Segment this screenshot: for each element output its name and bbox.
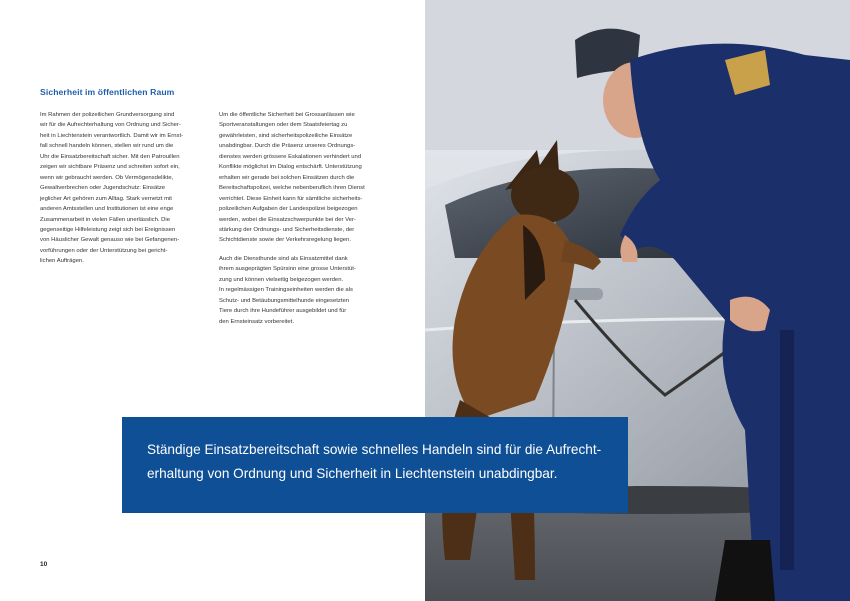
pull-quote — [147, 438, 617, 486]
text-line: dienstes werden grössere Eskalationen verhindert und — [219, 153, 362, 160]
column1-paragraph — [40, 110, 210, 267]
text-line: Schichtdienste sowie der Verkehrsregelung liegen. — [219, 237, 351, 244]
text-line: Uhr die Einsatzbereitschaft sicher. Mit den Patrouillen — [40, 153, 180, 160]
quote-box — [122, 417, 628, 513]
quote-line: Ständige Einsatzbereitschaft sowie schnelles Handeln sind für die Aufrecht- — [147, 442, 602, 457]
text-line: wenn wir gebraucht werden. Ob Vermögensdelikte, — [40, 174, 174, 181]
text-line: Schutz- und Betäubungsmittelhunde eingesetzten — [219, 297, 350, 304]
door-handle — [565, 288, 603, 300]
text-line: erhalten wir gerade bei solchen Einsätzen durch die — [219, 174, 355, 181]
text-line: werden, wobei die Einsatzschwerpunkte bei der Ver- — [219, 216, 356, 223]
text-line: anderen Amtsstellen und Institutionen ist eine enge — [40, 206, 174, 213]
column2-paragraph-1 — [219, 110, 389, 246]
text-line: Konflikte möglichst im Dialog entschärft. Unterstützung — [219, 164, 362, 171]
text-line: fall schnell handeln können, stellen wir rund um die — [40, 143, 174, 150]
text-line: Sportveranstaltungen oder dem Staatsfeiertag zu — [219, 122, 348, 129]
text-line: jeglicher Art gehören zum Alltag. Stark vernetzt mit — [40, 195, 172, 202]
text-line: Bereitschaftspolizei, welche nebenberuflich ihren Dienst — [219, 185, 365, 192]
section-heading: Sicherheit im öffentlichen Raum — [40, 87, 175, 97]
text-line: gewährleisten, sind sicherheitspolizeiliche Einsätze — [219, 132, 353, 139]
text-column-2 — [219, 110, 389, 335]
text-line: Um die öffentliche Sicherheit bei Grossanlässen wie — [219, 112, 355, 118]
text-line: vorführungen oder der Unterstützung bei gericht- — [40, 247, 168, 254]
text-line: zung und können vielseitig beigezogen werden. — [219, 276, 344, 283]
text-line: wir für die Aufrechterhaltung von Ordnung und Sicher- — [40, 122, 181, 129]
text-line: In regelmässigen Trainingseinheiten werden die als — [219, 287, 353, 294]
text-line: gegenseitige Hilfeleistung zeigt sich bei Ereignissen — [40, 226, 176, 233]
text-line: lichen Aufträgen. — [40, 258, 84, 265]
text-line: verrichtet. Diese Einheit kann für sämtliche sicherheits- — [219, 195, 363, 202]
text-line: den Ernsteinsatz vorbereitet. — [219, 318, 294, 325]
page-number: 10 — [40, 561, 48, 568]
text-line: polizeilichen Aufgaben der Landespolizei beigezogen — [219, 206, 358, 213]
column2-paragraph-2 — [219, 254, 389, 327]
text-line: von Häuslicher Gewalt genauso wie bei Gefangenen- — [40, 237, 180, 244]
text-line: Im Rahmen der polizeilichen Grundversorgung sind — [40, 112, 175, 118]
text-column-1 — [40, 110, 210, 275]
text-line: unabdingbar. Durch die Präsenz unseres Ordnungs- — [219, 143, 356, 150]
quote-line: erhaltung von Ordnung und Sicherheit in Liechtenstein unabdingbar. — [147, 466, 558, 481]
text-line: ihrem ausgeprägten Spürsinn eine grosse Unterstüt- — [219, 266, 356, 273]
text-line: Zusammenarbeit in vielen Fällen unerlässlich. Die — [40, 216, 170, 223]
text-line: zeigen wir sichtbare Präsenz und schreiten sofort ein, — [40, 164, 180, 171]
text-line: Tiere durch ihre Hundeführer ausgebildet und für — [219, 308, 347, 315]
text-line: Auch die Diensthunde sind als Einsatzmittel dank — [219, 255, 348, 262]
text-line: heit in Liechtenstein verantwortlich. Damit wir im Ernst- — [40, 132, 184, 139]
text-line: Gewaltverbrechen oder Jugendschutz: Einsätze — [40, 185, 166, 192]
text-line: stärkung der Ordnungs- und Sicherheitsdienste, der — [219, 226, 355, 233]
